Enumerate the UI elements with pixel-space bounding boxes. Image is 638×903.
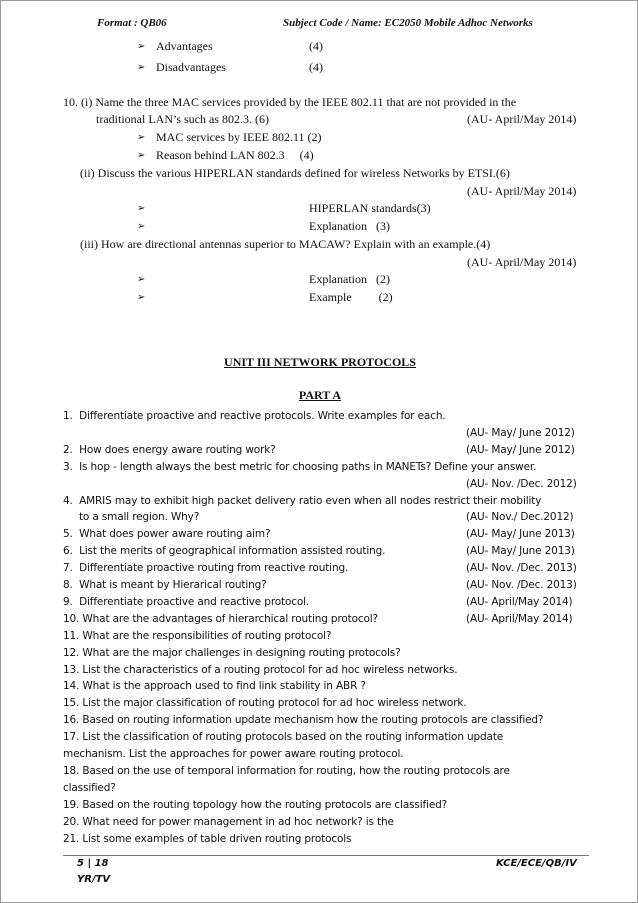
bullet-arrow-icon: ➢: [137, 274, 146, 285]
question-text: to a small region. Why?: [63, 511, 200, 524]
part-title: PART A: [298, 388, 342, 402]
bullet-arrow-icon: ➢: [137, 221, 146, 232]
question-row: [1, 678, 638, 695]
question-row: [1, 509, 638, 526]
question-row: [1, 662, 638, 679]
q10-line2: traditional LAN’s such as 802.3. (6) (AU- April/May 2014): [96, 112, 577, 126]
question-text: 4. AMRIS may to exhibit high packet delivery ratio even when all nodes restrict their mobility: [63, 494, 542, 507]
question-row: [1, 695, 638, 712]
question-row: [1, 814, 638, 831]
question-row: [1, 408, 638, 425]
bullet-arrow-icon: ➢: [137, 150, 146, 161]
question-text: 10. What are the advantages of hierarchical routing protocol?: [63, 612, 378, 625]
question-text: 20. What need for power management in ad hoc network? is the: [63, 815, 394, 828]
page-number: 5 | 18: [77, 858, 109, 869]
question-row: [1, 712, 638, 729]
question-text: 9. Differentiate proactive and reactive protocol.: [63, 595, 310, 608]
question-text: 2. How does energy aware routing work?: [63, 443, 276, 456]
question-row: [1, 645, 638, 662]
question-row: [1, 594, 638, 611]
question-text: 6. List the merits of geographical information assisted routing.: [63, 545, 386, 558]
bullet-arrow-icon: ➢: [137, 203, 146, 214]
footer-divider: [63, 855, 589, 856]
question-reference: (AU- April/May 2014): [466, 595, 573, 608]
question-row: [1, 526, 638, 543]
question-row: [1, 543, 638, 560]
question-text: 1. Differentiate proactive and reactive protocols. Write examples for each.: [63, 410, 446, 422]
bullet-arrow-icon: ➢: [137, 41, 146, 52]
question-row: [1, 763, 638, 780]
question-row: [1, 780, 638, 797]
bullet-arrow-icon: ➢: [137, 62, 146, 73]
question-row: [1, 746, 638, 763]
question-text: mechanism. List the approaches for power aware routing protocol.: [63, 748, 404, 760]
question-row: [1, 797, 638, 814]
question-text: 21. List some examples of table driven routing protocols: [63, 832, 352, 845]
question-row: [1, 611, 638, 628]
question-text: classified?: [63, 781, 116, 794]
question-text: 18. Based on the use of temporal information for routing, how the routing protocols are: [63, 764, 510, 777]
question-text: 12. What are the major challenges in designing routing protocols?: [63, 646, 401, 659]
q10-ref3: (AU- April/May 2014): [467, 255, 577, 269]
question-reference: (AU- April/May 2014): [466, 612, 573, 625]
question-reference: (AU- May/ June 2012): [466, 443, 575, 456]
q10-ref2: (AU- April/May 2014): [467, 184, 577, 198]
q10-line1: 10. (i) Name the three MAC services provided by the IEEE 802.11 that are not provided in the: [63, 95, 517, 109]
question-reference: (AU- May/ June 2013): [466, 528, 575, 541]
question-row: [1, 729, 638, 746]
question-text: 7. Differentiate proactive routing from reactive routing.: [63, 562, 349, 575]
footer-yr: YR/TV: [77, 874, 111, 885]
document-page: Format : QB06 Subject Code / Name: EC2050 Mobile Adhoc Networks ➢ Advantages (4) ➢ Disadvantages (4) 10. (i) Name the three MAC services provided by the IEEE 802.11 that are not provided in the traditional LAN’s such as 802.3. (6) (AU- April/May 2014) ➢ MAC services by IEEE 802.11 (2) ➢ Reason behind LAN 802.3 (4) (ii) Discuss the various HIPERLAN standards defined for wireless Networks by ETSI.(6) (AU- April/May 2014) ➢ HIPERLAN standards(3) ➢ Explanation (3) (iii) How are directional antennas superior to MACAW? Explain with an example.(4) (AU- April/May 2014) ➢ Explanation (2) ➢ Example (2) UNIT III NETWORK PROTOCOLS PART A 1. Differentiate proactive and reactive protocols. Write examples for each. (AU- May/ June 2012) 2. How does energy aware routing work? (AU- May/ June 2012) 3. Is hop - length always the best metric for choosing paths in MANETs? Define your answer. (AU- Nov. /Dec. 2012) 4. AMRIS may to exhibit high packet delivery ratio even when all nodes restrict their mobility to a small region. Why? (AU- Nov./ Dec.2012) 5. What does power aware routing aim? (AU- May/ June 2013) 6. List the merits of geographical information assisted routing. (AU- May/ June 2013) 7. Differentiate proactive routing from reactive routing. (AU- Nov. /Dec. 2013) 8. What is meant by Hierarical routing? (AU- Nov. /Dec. 2013) 9. Differentiate proactive and reactive protocol. (AU- April/May 2014) 10. What are the advantages of hierarchical routing protocol? (AU- April/May 2014) 11. What are the responsibilities of routing protocol? 12. What are the major challenges in designing routing protocols? 13. List the characteristics of a routing protocol for ad hoc wireless networks. 14. What is the approach used to find link stability in ABR ? 15. List the major classification of routing protocol for ad hoc wireless network. 16. Based on routing information update mechanism how the routing protocols are classified? 17. List the classification of routing protocols based on the routing information update mechanism. List the approaches for power aware routing protocol. 18. Based on the use of temporal information for routing, how the routing protocols are classified? 19. Based on the routing topology how the routing protocols are classified? 20. What need for power management in ad hoc network? is the 21. List some examples of table driven routing protocols 5 | 18 YR/TV KCE/ECE/QB/IV: [0, 0, 638, 903]
question-reference: (AU- May/ June 2012): [466, 426, 575, 439]
question-text: 15. List the major classification of routing protocol for ad hoc wireless network.: [63, 697, 467, 710]
header-subject: Subject Code / Name: EC2050 Mobile Adhoc Networks: [283, 17, 533, 29]
question-reference: (AU- Nov. /Dec. 2013): [466, 562, 577, 575]
question-row: [1, 442, 638, 459]
question-row: [1, 476, 638, 493]
question-text: 14. What is the approach used to find link stability in ABR ?: [63, 680, 366, 693]
question-row: [1, 560, 638, 577]
question-reference: (AU- Nov. /Dec. 2012): [466, 477, 577, 490]
question-row: [1, 628, 638, 645]
question-row: [1, 459, 638, 476]
question-row: [1, 493, 638, 510]
question-text: 5. What does power aware routing aim?: [63, 528, 271, 541]
question-reference: (AU- Nov./ Dec.2012): [466, 511, 574, 524]
question-text: 11. What are the responsibilities of routing protocol?: [63, 629, 332, 642]
question-text: 3. Is hop - length always the best metric for choosing paths in MANETs? Define your answer.: [63, 460, 537, 473]
question-row: [1, 577, 638, 594]
header-format: Format : QB06: [97, 17, 167, 29]
question-reference: (AU- Nov. /Dec. 2013): [466, 579, 577, 591]
question-text: 8. What is meant by Hierarical routing?: [63, 579, 267, 591]
q10-part-iii: (iii) How are directional antennas superior to MACAW? Explain with an example.(4): [80, 237, 491, 251]
question-text: 13. List the characteristics of a routing protocol for ad hoc wireless networks.: [63, 663, 458, 676]
bullet-arrow-icon: ➢: [137, 132, 146, 143]
question-row: [1, 831, 638, 848]
question-reference: (AU- May/ June 2013): [466, 545, 575, 558]
question-text: 16. Based on routing information update mechanism how the routing protocols are classified?: [63, 714, 544, 727]
question-text: 19. Based on the routing topology how the routing protocols are classified?: [63, 798, 448, 811]
question-text: 17. List the classification of routing protocols based on the routing information update: [63, 731, 504, 744]
footer-code: KCE/ECE/QB/IV: [496, 858, 577, 869]
bullet-arrow-icon: ➢: [137, 292, 146, 303]
question-row: [1, 425, 638, 442]
unit-title: UNIT III NETWORK PROTOCOLS: [224, 355, 416, 369]
q10-part-ii: (ii) Discuss the various HIPERLAN standards defined for wireless Networks by ETSI.(6): [80, 166, 510, 180]
